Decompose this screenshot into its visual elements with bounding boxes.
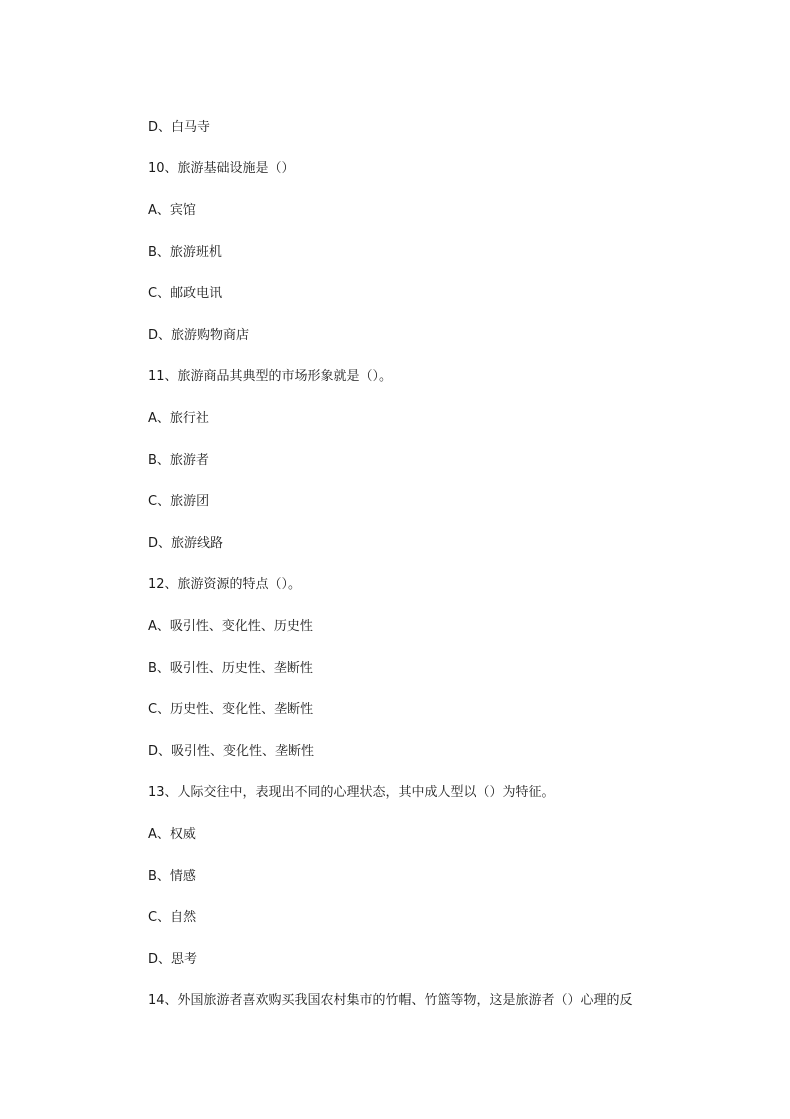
question-14: 14、外国旅游者喜欢购买我国农村集市的竹帽、竹篮等物，这是旅游者（）心理的反 xyxy=(148,993,633,1008)
question-10: 10、旅游基础设施是（） xyxy=(148,161,295,176)
option-a-q12: A、吸引性、变化性、历史性 xyxy=(148,619,313,634)
option-d-q10: D、旅游购物商店 xyxy=(148,328,250,343)
option-a-q13: A、权威 xyxy=(148,827,196,842)
question-13: 13、人际交往中，表现出不同的心理状态，其中成人型以（）为特征。 xyxy=(148,785,555,800)
option-d-q11: D、旅游线路 xyxy=(148,536,224,551)
option-a-q11: A、旅行社 xyxy=(148,411,209,426)
option-c-q11: C、旅游团 xyxy=(148,494,210,509)
option-b-q10: B、旅游班机 xyxy=(148,245,222,260)
option-b-q11: B、旅游者 xyxy=(148,453,209,468)
option-d-q9: D、白马寺 xyxy=(148,120,211,135)
option-d-q13: D、思考 xyxy=(148,952,198,967)
option-c-q10: C、邮政电讯 xyxy=(148,286,223,301)
question-11: 11、旅游商品其典型的市场形象就是（）。 xyxy=(148,369,393,384)
option-c-q12: C、历史性、变化性、垄断性 xyxy=(148,702,314,717)
option-b-q12: B、吸引性、历史性、垄断性 xyxy=(148,661,313,676)
option-b-q13: B、情感 xyxy=(148,869,196,884)
option-a-q10: A、宾馆 xyxy=(148,203,196,218)
option-d-q12: D、吸引性、变化性、垄断性 xyxy=(148,744,315,759)
question-12: 12、旅游资源的特点（）。 xyxy=(148,577,302,592)
option-c-q13: C、自然 xyxy=(148,910,197,925)
